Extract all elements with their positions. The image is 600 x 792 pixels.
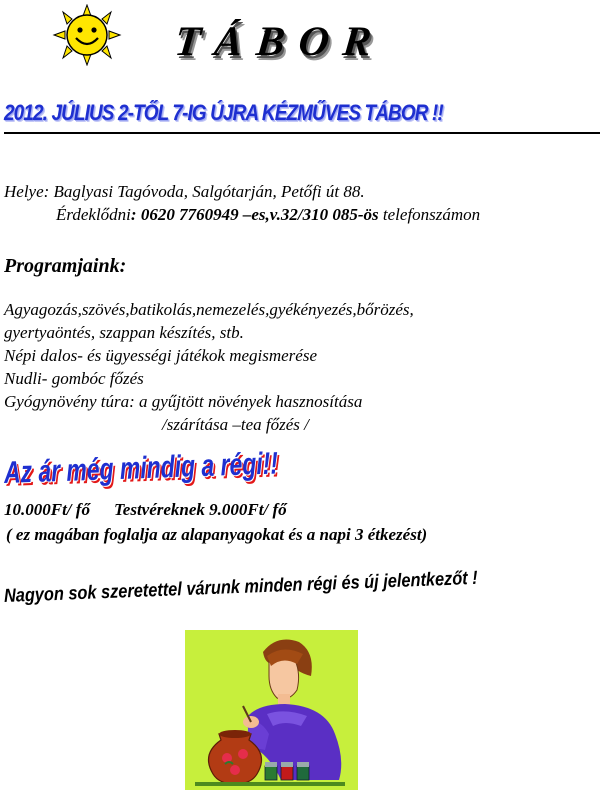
contact-numbers: : 0620 7760949 –es,v.32/310 085-ös [130,205,379,224]
welcome-message: Nagyon sok szeretettel várunk minden régi és új jelentkezőt ! [3,567,479,607]
woman-painting-pottery-illustration [185,630,358,790]
headline-divider [4,132,600,134]
program-line: gyertyaöntés, szappan készítés, stb. [4,323,244,342]
event-headline: 2012. JÚLIUS 2-TŐL 7-IG ÚJRA KÉZMŰVES TÁBOR !! [4,100,443,125]
page-title: TÁBOR [172,19,388,65]
price-includes: ( ez magában foglalja az alapanyagokat és a napi 3 étkezést) [6,525,428,544]
location-line: Helye: Baglyasi Tagóvoda, Salgótarján, Petőfi út 88. [4,182,365,201]
contact-line [56,205,480,225]
program-line: /szárítása –tea főzés / [162,415,309,434]
smiling-sun-icon [52,4,122,66]
price-line [4,500,287,520]
price-sibling: Testvéreknek 9.000Ft/ fő [113,500,287,519]
program-line: Agyagozás,szövés,batikolás,nemezelés,gyékényezés,bőrözés, [4,300,414,319]
programs-list [4,298,414,436]
contact-suffix: telefonszámon [378,205,481,224]
price-regular: 10.000Ft/ fő [4,500,90,519]
contact-prefix: Érdeklődni [56,205,131,224]
program-line: Népi dalos- és ügyességi játékok megismerése [4,346,317,365]
program-line: Gyógynövény túra: a gyűjtött növények hasznosítása [4,392,363,411]
programs-heading: Programjaink: [4,255,127,277]
price-banner: Az ár még mindig a régi!! [3,445,279,490]
program-line: Nudli- gombóc főzés [4,369,144,388]
